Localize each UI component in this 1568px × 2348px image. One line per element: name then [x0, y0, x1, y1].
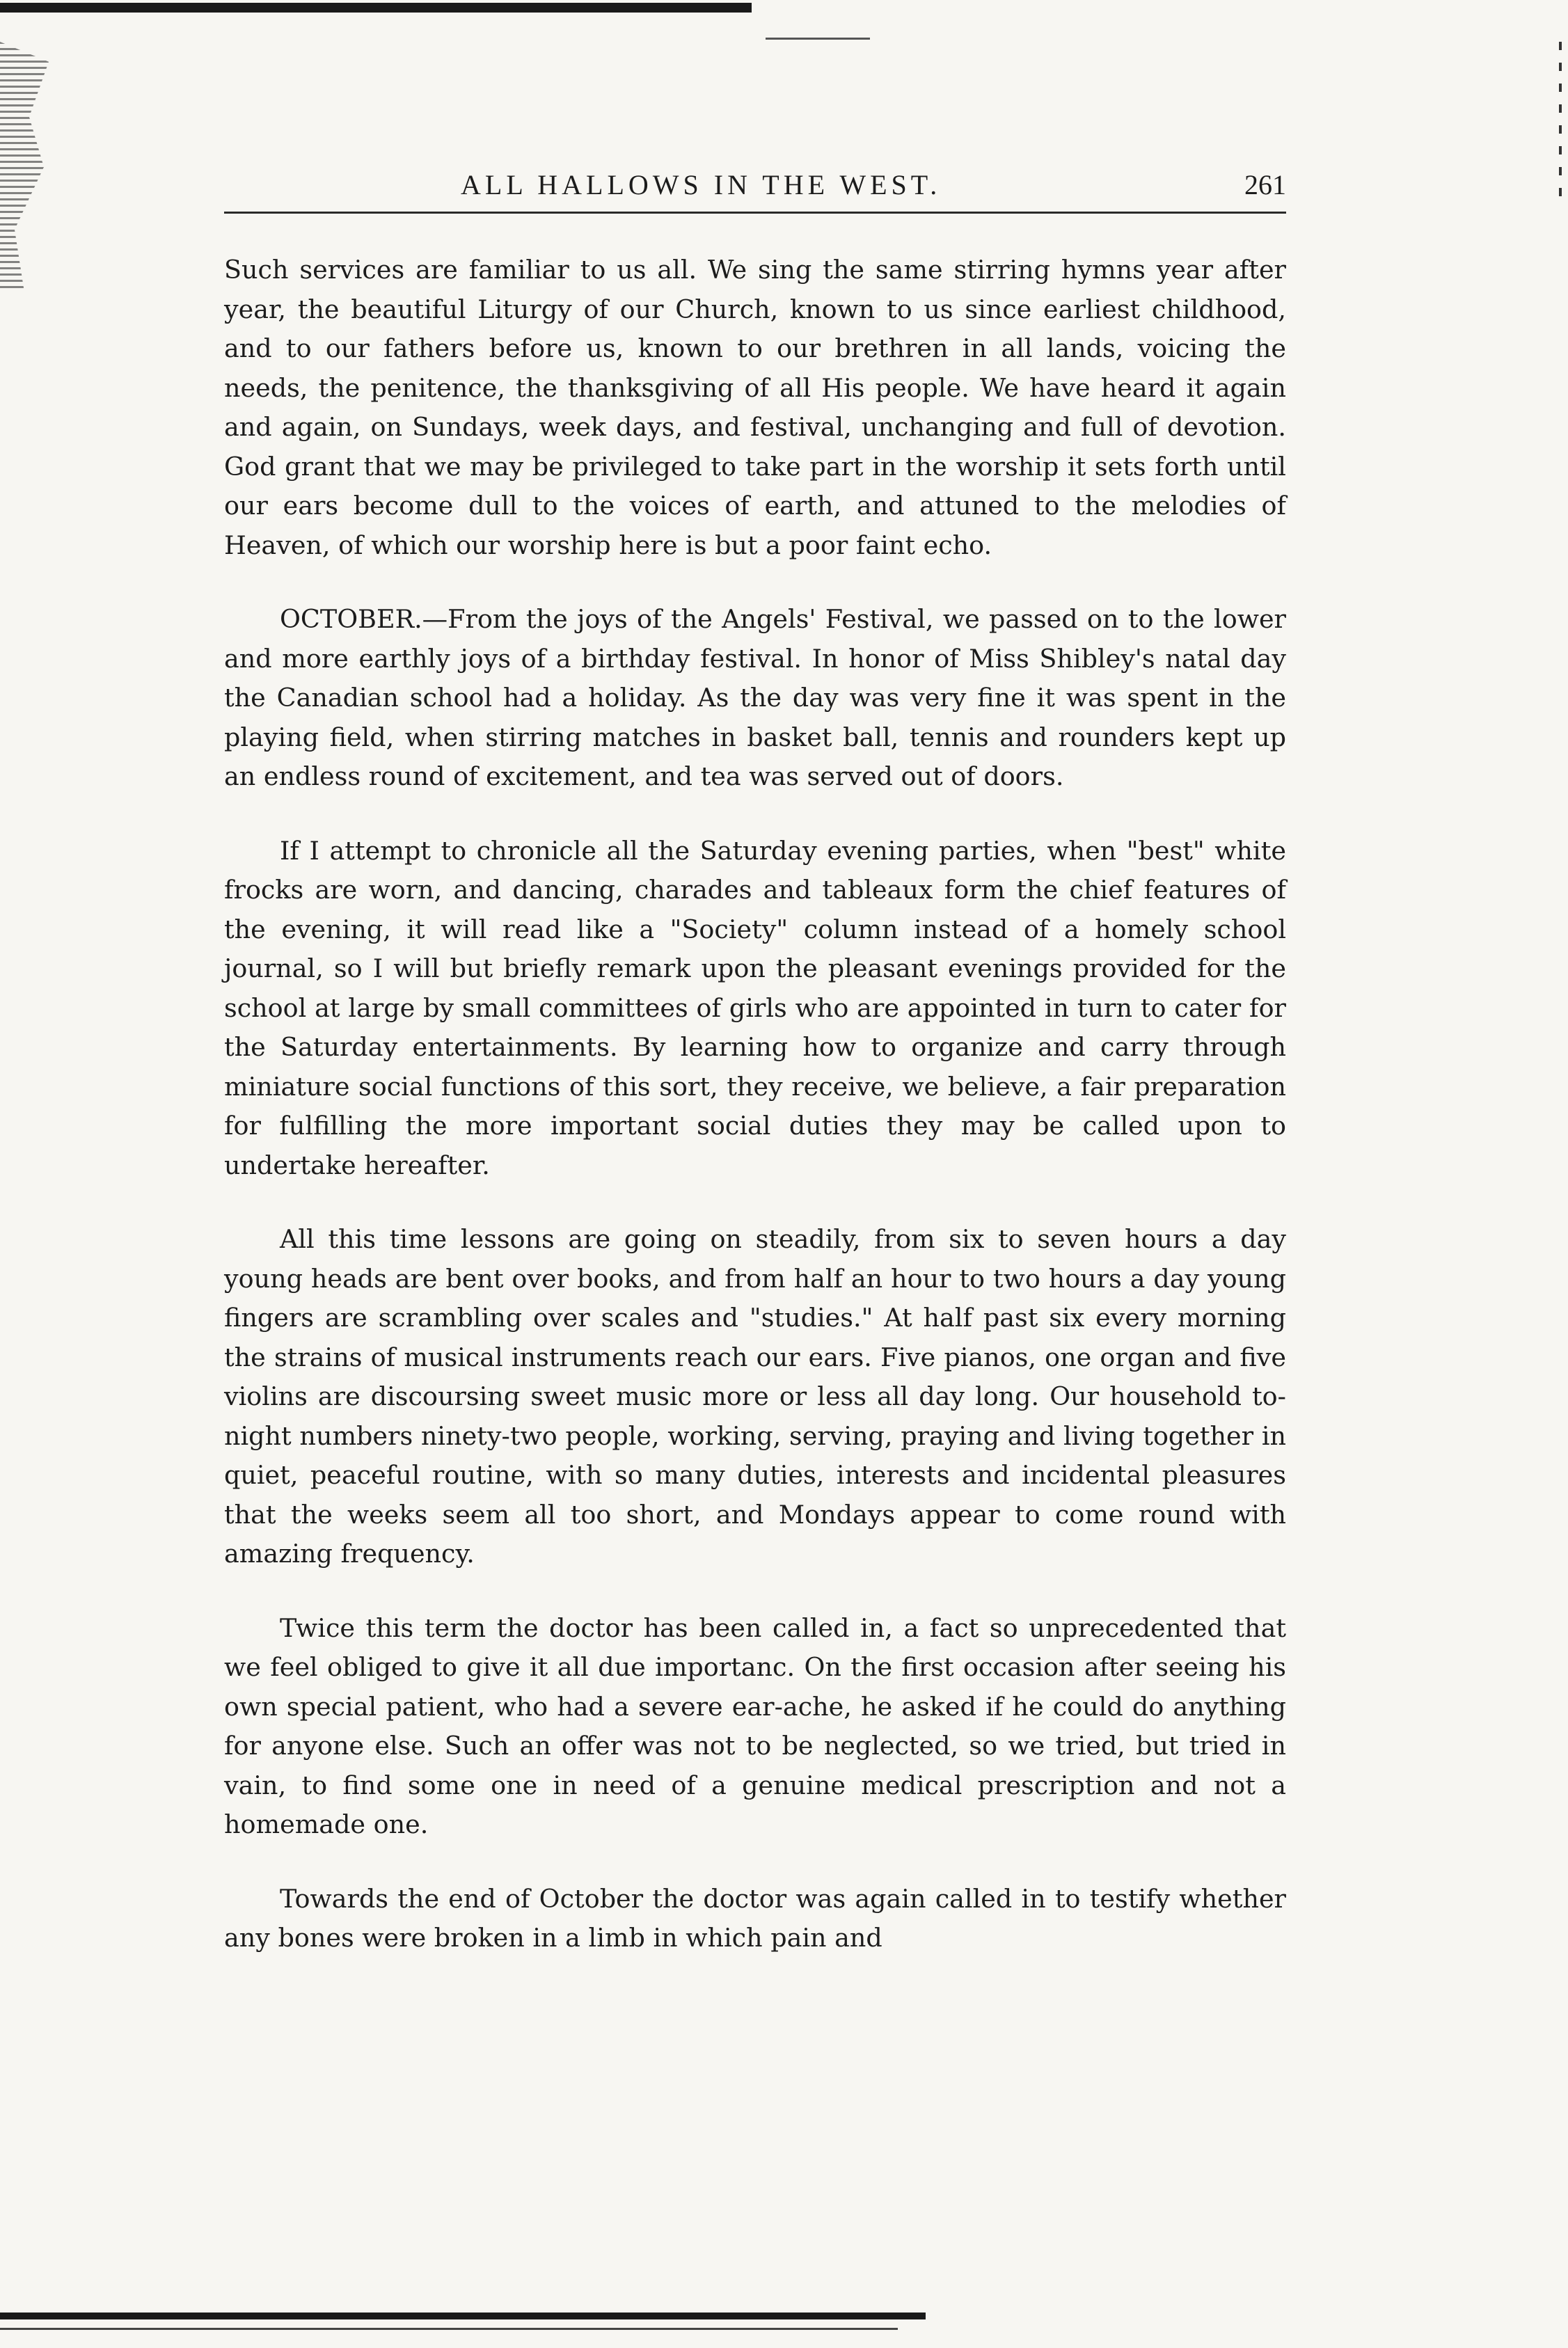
paragraph-saturday-parties: If I attempt to chronicle all the Saturday evening parties, when "best" white frocks are worn, and dancing, charades and tableaux form the chief features of the evening, it will read like a "Society" column instead of a homely school journal, so I will but briefly remark upon the pleasant evenings provided for the school at large by small committees of girls who are appointed in turn to cater for the Saturday entertainments. By learning how to organize and carry through miniature social functions of this sort, they receive, we believe, a fair preparation for fulfilling the more important social duties they may be called upon to undertake hereafter.	[224, 835, 1286, 1180]
running-head: ALL HALLOWS IN THE WEST.	[461, 169, 942, 200]
paragraph-end-of-october: Towards the end of October the doctor was again called in to testify whether any bones were broken in a limb in which pain and	[224, 1883, 1286, 1953]
page-number: 261	[1244, 169, 1286, 200]
paragraph-october: OCTOBER.—From the joys of the Angels' Festival, we passed on to the lower and more earthly joys of a birthday festival. In honor of Miss Shibley's natal day the Canadian school had a holiday. As the day was very fine it was spent in the playing field, when stirring matches in basket ball, tennis and rounders kept up an endless round of excitement, and tea was served out of doors.	[224, 604, 1286, 791]
paragraph-lessons: All this time lessons are going on steadily, from six to seven hours a day young heads are bent over books, and from half an hour to two hours a day young fingers are scrambling over scales and "studies." At half past six every morning the strains of musical instruments reach our ears. Five pianos, one organ and five violins are discoursing sweet music more or less all day long. Our household to-night numbers ninety-two people, working, serving, praying and living together in quiet, peaceful routine, with so many duties, interests and incidental pleasures that the weeks seem all too short, and Mondays appear to come round with amazing frequency.	[224, 1224, 1286, 1569]
scan-edge-bottom	[0, 2313, 926, 2319]
paragraph-services: Such services are familiar to us all. We sing the same stirring hymns year after year, the beautiful Liturgy of our Church, known to us since earliest childhood, and to our fathers before us, known to our brethren in all lands, voicing the needs, the penitence, the thanksgiving of all His people. We have heard it again and again, on Sundays, week days, and festival, unchanging and full of devotion. God grant that we may be privileged to take part in the worship it sets forth until our ears become dull to the voices of earth, and attuned to the melodies of Heaven, of which our worship here is but a poor faint echo.	[224, 255, 1286, 560]
scan-edge-noise-left	[0, 42, 49, 292]
page-header	[224, 168, 1286, 217]
scan-edge-top	[0, 3, 752, 13]
page-body	[224, 251, 1286, 1958]
scan-edge-top-mark	[766, 38, 870, 40]
scan-edge-bottom-mark	[0, 2328, 898, 2330]
header-rule	[224, 212, 1286, 214]
paragraph-doctor: Twice this term the doctor has been called in, a fact so unprecedented that we feel obliged to give it all due importanc. On the first occasion after seeing his own special patient, who had a severe ear-ache, he asked if he could do anything for anyone else. Such an offer was not to be neglected, so we tried, but tried in vain, to find some one in need of a genuine medical prescription and not a homemade one.	[224, 1612, 1286, 1839]
scan-edge-marks-right	[1559, 42, 1562, 202]
